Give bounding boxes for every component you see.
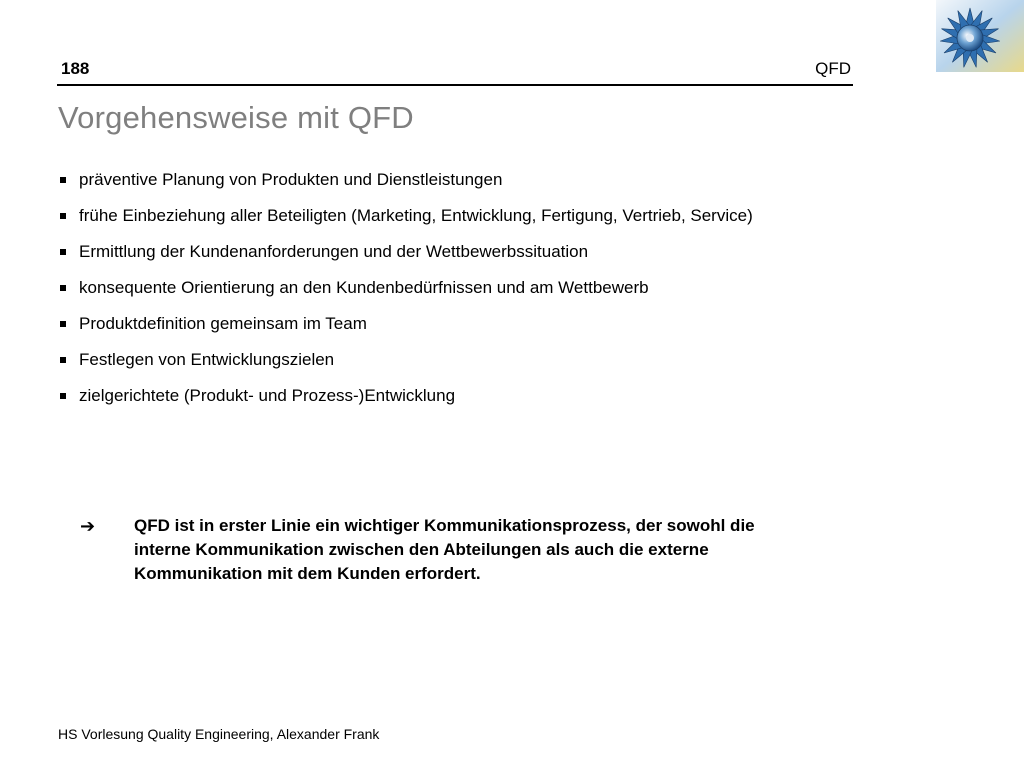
bullet-text: frühe Einbeziehung aller Beteiligten (Marketing, Entwicklung, Fertigung, Vertrieb, Service) xyxy=(79,206,753,225)
list-item xyxy=(58,240,818,264)
bullet-list xyxy=(58,168,818,420)
slide-title: Vorgehensweise mit QFD xyxy=(58,100,414,135)
square-bullet-icon xyxy=(60,357,66,363)
list-item xyxy=(58,348,818,372)
list-item xyxy=(58,276,818,300)
page-number: 188 xyxy=(61,59,90,78)
square-bullet-icon xyxy=(60,249,66,255)
turbine-wheel-icon xyxy=(936,0,1024,72)
header-section-title: QFD xyxy=(815,59,851,78)
square-bullet-icon xyxy=(60,213,66,219)
conclusion-block xyxy=(80,514,780,586)
square-bullet-icon xyxy=(60,393,66,399)
list-item xyxy=(58,312,818,336)
header-divider xyxy=(57,84,853,86)
right-arrow-icon: ➔ xyxy=(80,516,96,536)
bullet-text: Ermittlung der Kundenanforderungen und der Wettbewerbssituation xyxy=(79,242,589,261)
list-item xyxy=(58,204,818,228)
list-item xyxy=(58,168,818,192)
bullet-text: zielgerichtete (Produkt- und Prozess-)Entwicklung xyxy=(79,386,456,405)
bullet-text: präventive Planung von Produkten und Dienstleistungen xyxy=(79,170,503,189)
square-bullet-icon xyxy=(60,177,66,183)
conclusion-text: QFD ist in erster Linie ein wichtiger Kommunikationsprozess, der sowohl die interne Kommunikation zwischen den Abteilungen als auch die externe Kommunikation mit dem Kunden erfordert. xyxy=(134,516,755,583)
list-item xyxy=(58,384,818,408)
footer-text: HS Vorlesung Quality Engineering, Alexander Frank xyxy=(58,726,380,742)
square-bullet-icon xyxy=(60,285,66,291)
bullet-text: Produktdefinition gemeinsam im Team xyxy=(79,314,367,333)
square-bullet-icon xyxy=(60,321,66,327)
bullet-text: konsequente Orientierung an den Kundenbedürfnissen und am Wettbewerb xyxy=(79,278,649,297)
bullet-text: Festlegen von Entwicklungszielen xyxy=(79,350,335,369)
